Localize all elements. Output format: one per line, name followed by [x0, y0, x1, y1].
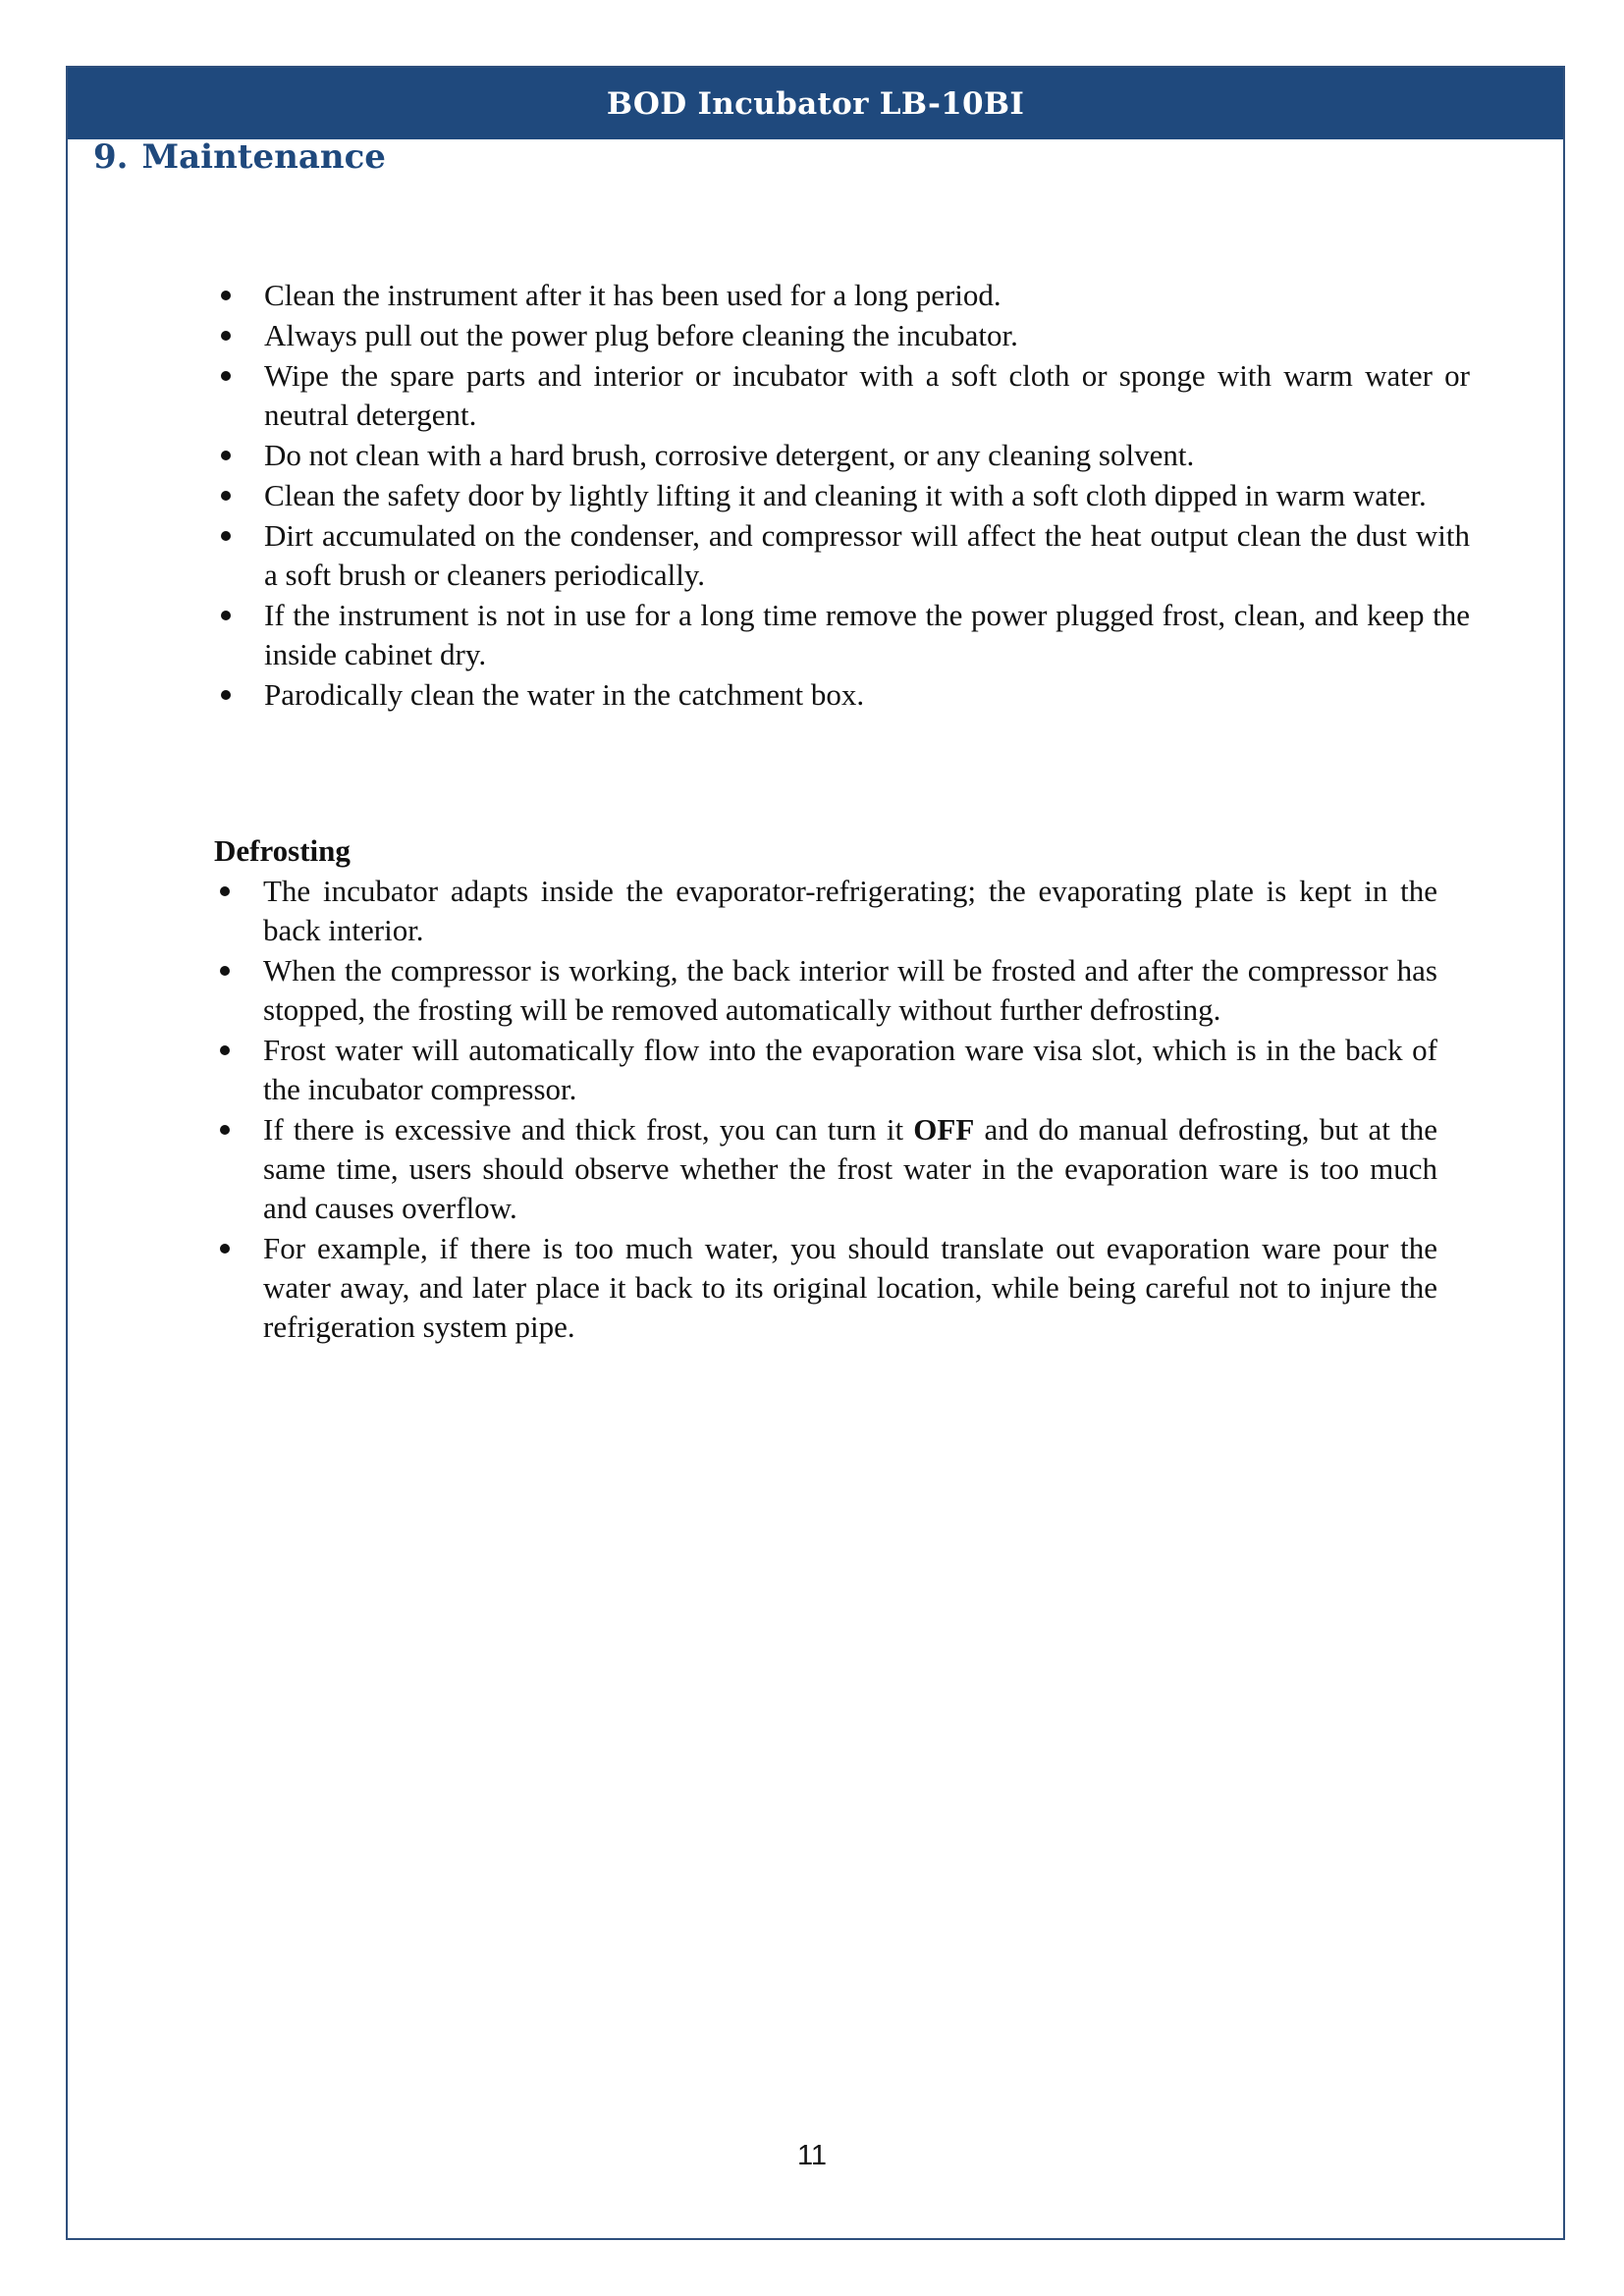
list-item	[263, 951, 1437, 1030]
list-item-text-after: and do manual defrosting, but at the same time, users should observe whether the frost water in the evaporation ware is too much and causes overflow.	[263, 1112, 1437, 1225]
list-item	[263, 872, 1437, 950]
bullet-icon	[221, 291, 231, 300]
bullet-icon	[220, 1125, 230, 1135]
list-item	[264, 516, 1470, 595]
list-item	[264, 356, 1470, 435]
section-number: 9.	[93, 137, 129, 177]
list-item-text: Clean the safety door by lightly lifting it and cleaning it with a soft cloth dipped in warm water.	[264, 478, 1427, 512]
list-item-text: Dirt accumulated on the condenser, and compressor will affect the heat output clean the dust with a soft brush or cleaners periodically.	[264, 518, 1470, 592]
list-item-text: Always pull out the power plug before cleaning the incubator.	[264, 318, 1018, 352]
bullet-icon	[220, 886, 230, 896]
list-item	[263, 1110, 1437, 1228]
list-item-text-before: If there is excessive and thick frost, you can turn it	[263, 1112, 914, 1147]
list-item	[264, 596, 1470, 674]
bullet-icon	[221, 491, 231, 501]
list-item-text: Clean the instrument after it has been used for a long period.	[264, 278, 1001, 312]
document-header	[68, 68, 1563, 139]
list-item-text: Do not clean with a hard brush, corrosive detergent, or any cleaning solvent.	[264, 438, 1195, 472]
list-item	[264, 316, 1470, 355]
bullet-icon	[221, 451, 231, 460]
bullet-icon	[221, 531, 231, 541]
defrosting-list	[263, 872, 1437, 1348]
list-item-text: When the compressor is working, the back interior will be frosted and after the compressor has stopped, the frosting will be removed automatically without further defrosting.	[263, 953, 1437, 1027]
page-number: 11	[796, 2140, 828, 2171]
bullet-icon	[220, 1244, 230, 1254]
bullet-icon	[220, 1045, 230, 1055]
document-title: BOD Incubator LB-10BI	[606, 85, 1025, 122]
section-title: Maintenance	[141, 137, 386, 177]
list-item-text: Parodically clean the water in the catchment box.	[264, 677, 865, 712]
bullet-icon	[220, 966, 230, 976]
list-item-text: The incubator adapts inside the evaporator-refrigerating; the evaporating plate is kept in the back interior.	[263, 874, 1437, 947]
list-item	[264, 276, 1470, 315]
off-keyword: OFF	[913, 1112, 975, 1147]
section-heading	[93, 137, 386, 177]
bullet-icon	[221, 611, 231, 620]
bullet-icon	[221, 331, 231, 341]
list-item	[263, 1229, 1437, 1347]
bullet-icon	[221, 371, 231, 381]
list-item	[264, 436, 1470, 475]
list-item	[263, 1031, 1437, 1109]
defrosting-heading: Defrosting	[214, 833, 351, 868]
bullet-icon	[221, 690, 231, 700]
list-item	[264, 476, 1470, 515]
list-item-text: If the instrument is not in use for a long time remove the power plugged frost, clean, and keep the inside cabinet dry.	[264, 598, 1470, 671]
list-item-text: Wipe the spare parts and interior or incubator with a soft cloth or sponge with warm water or neutral detergent.	[264, 358, 1470, 432]
maintenance-list	[264, 276, 1470, 716]
list-item-text: For example, if there is too much water, you should translate out evaporation ware pour the water away, and later place it back to its original location, while being careful not to injure the refrigeration system pipe.	[263, 1231, 1437, 1344]
list-item-text: Frost water will automatically flow into the evaporation ware visa slot, which is in the back of the incubator compressor.	[263, 1033, 1437, 1106]
list-item	[264, 675, 1470, 715]
